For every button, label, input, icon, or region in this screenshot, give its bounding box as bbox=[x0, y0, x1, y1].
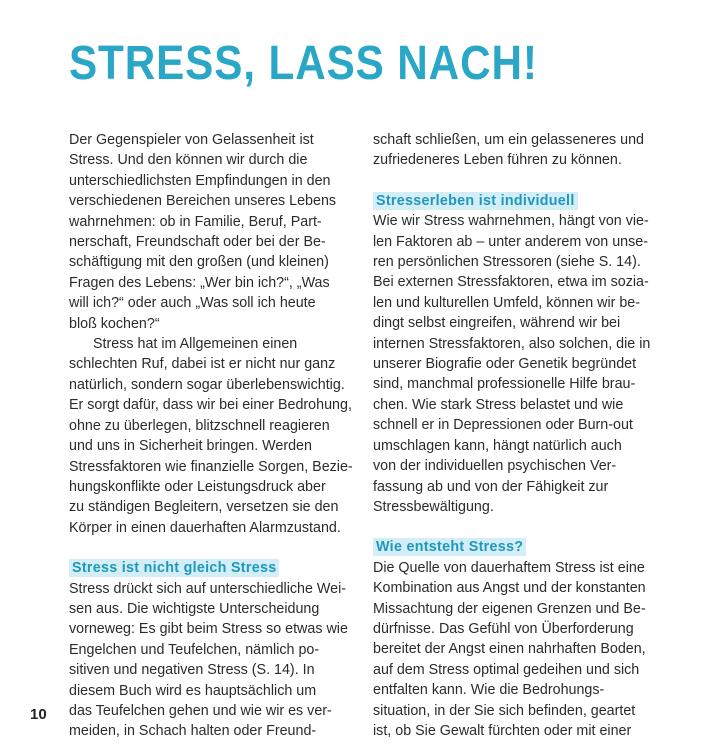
text-line: Bei externen Stressfaktoren, etwa im sozia- bbox=[373, 274, 649, 291]
text-line: ren persönlichen Stressoren (siehe S. 14). bbox=[373, 254, 641, 271]
subheading-stress-origin: Wie entsteht Stress? bbox=[373, 538, 526, 556]
text-line: len und kulturellen Umfeld, können wir be- bbox=[373, 294, 641, 311]
text-line: will ich?“ oder auch „Was soll ich heute bbox=[69, 295, 316, 312]
text-line: sitiven und negativen Stress (S. 14). In bbox=[69, 662, 315, 679]
text-line: ist, ob Sie Gewalt fürchten oder mit einer bbox=[373, 722, 632, 739]
text-line: Er sorgt dafür, dass wir bei einer Bedrohung, bbox=[69, 397, 352, 414]
text-line: zufriedeneres Leben führen zu können. bbox=[373, 152, 622, 169]
text-line: Die Quelle von dauerhaftem Stress ist eine bbox=[373, 559, 645, 576]
text-line: unterschiedlichsten Empfindungen in den bbox=[69, 172, 331, 189]
spacer bbox=[69, 538, 343, 558]
text-line: dingt selbst eingreifen, während wir bei bbox=[373, 315, 621, 332]
text-line: meiden, in Schach halten oder Freund- bbox=[69, 723, 317, 740]
text-line: Stressfaktoren wie finanzielle Sorgen, Bezie- bbox=[69, 458, 353, 475]
text-line: Engelchen und Teufelchen, nämlich po- bbox=[69, 641, 320, 658]
paragraph-continuation bbox=[373, 130, 647, 171]
left-column bbox=[69, 130, 353, 742]
paragraph-stress-types bbox=[69, 579, 348, 742]
text-line: bereitet der Angst einen nahrhaften Boden, bbox=[373, 641, 646, 658]
text-line: ohne zu überlegen, blitzschnell reagieren bbox=[69, 417, 330, 434]
subheading-individual-stress: Stresserleben ist individuell bbox=[373, 192, 578, 210]
text-line: und uns in Sicherheit bringen. Werden bbox=[69, 438, 312, 455]
spacer bbox=[373, 171, 647, 191]
paragraph-individual-stress bbox=[373, 211, 651, 517]
text-line: wahrnehmen: ob in Familie, Beruf, Part- bbox=[69, 213, 322, 230]
text-line: schnell er in Depressionen oder Burn-out bbox=[373, 417, 633, 434]
text-line: sen aus. Die wichtigste Unterscheidung bbox=[69, 600, 320, 617]
right-column bbox=[373, 130, 651, 741]
text-line: Stress. Und den können wir durch die bbox=[69, 152, 308, 169]
text-line: vorneweg: Es gibt beim Stress so etwas wie bbox=[69, 621, 348, 638]
text-line: nerschaft, Freundschaft oder bei der Be- bbox=[69, 234, 326, 251]
text-line: von der individuellen psychischen Ver- bbox=[373, 458, 617, 475]
text-line: Fragen des Lebens: „Wer bin ich?“, „Was bbox=[69, 274, 330, 291]
spacer bbox=[373, 517, 647, 537]
text-line: verschiedenen Bereichen unseres Lebens bbox=[69, 193, 337, 210]
text-line: dürfnisse. Das Gefühl von Überforderung bbox=[373, 620, 634, 637]
page-title: STRESS, LASS NACH! bbox=[69, 37, 538, 90]
text-line: fassung ab und von der Fähigkeit zur bbox=[373, 478, 609, 495]
text-line: das Teufelchen gehen und wie wir es ver- bbox=[69, 702, 332, 719]
text-line: entfalten kann. Wie die Bedrohungs- bbox=[373, 682, 605, 699]
text-line: schlechten Ruf, dabei ist er nicht nur ganz bbox=[69, 356, 336, 373]
text-line: umschlagen kann, hängt natürlich auch bbox=[373, 437, 622, 454]
text-line: situation, in der Sie sich befinden, geartet bbox=[373, 702, 636, 719]
text-line: chen. Wie stark Stress belastet und wie bbox=[373, 396, 624, 413]
text-line: auf dem Stress optimal gedeihen und sich bbox=[373, 661, 640, 678]
text-line: schäftigung mit den großen (und kleinen) bbox=[69, 254, 329, 271]
text-line: Stress drückt sich auf unterschiedliche Wei- bbox=[69, 580, 347, 597]
text-line: Körper in einen dauerhaften Alarmzustand. bbox=[69, 519, 341, 536]
page-number: 10 bbox=[30, 706, 47, 723]
text-line: zu ständigen Begleitern, versetzen sie den bbox=[69, 499, 339, 516]
paragraph-intro bbox=[69, 130, 343, 334]
text-line: unserer Biografie oder Genetik begründet bbox=[373, 356, 637, 373]
text-line: Stress hat im Allgemeinen einen bbox=[93, 336, 298, 353]
text-line: Der Gegenspieler von Gelassenheit ist bbox=[69, 132, 314, 148]
text-line: Missachtung der eigenen Grenzen und Be- bbox=[373, 600, 646, 617]
subheading-stress-types: Stress ist nicht gleich Stress bbox=[69, 559, 279, 577]
text-line: natürlich, sondern sogar überlebenswichtig. bbox=[69, 376, 345, 393]
text-line: Wie wir Stress wahrnehmen, hängt von vie- bbox=[373, 213, 649, 230]
text-line: schaft schließen, um ein gelasseneres und bbox=[373, 132, 644, 148]
text-line: bloß kochen?“ bbox=[69, 315, 160, 332]
paragraph-stress-reputation bbox=[69, 334, 353, 538]
text-line: len Faktoren ab – unter anderem von unse- bbox=[373, 233, 648, 250]
text-line: Kombination aus Angst und der konstanten bbox=[373, 580, 646, 597]
paragraph-stress-origin bbox=[373, 558, 647, 742]
text-line: Stressbewältigung. bbox=[373, 498, 494, 515]
text-line: internen Stressfaktoren, also solchen, die in bbox=[373, 335, 651, 352]
text-line: diesem Buch wird es hauptsächlich um bbox=[69, 682, 317, 699]
text-line: hungskonflikte oder Leistungsdruck aber bbox=[69, 478, 326, 495]
text-line: sind, manchmal professionelle Hilfe brau- bbox=[373, 376, 636, 393]
